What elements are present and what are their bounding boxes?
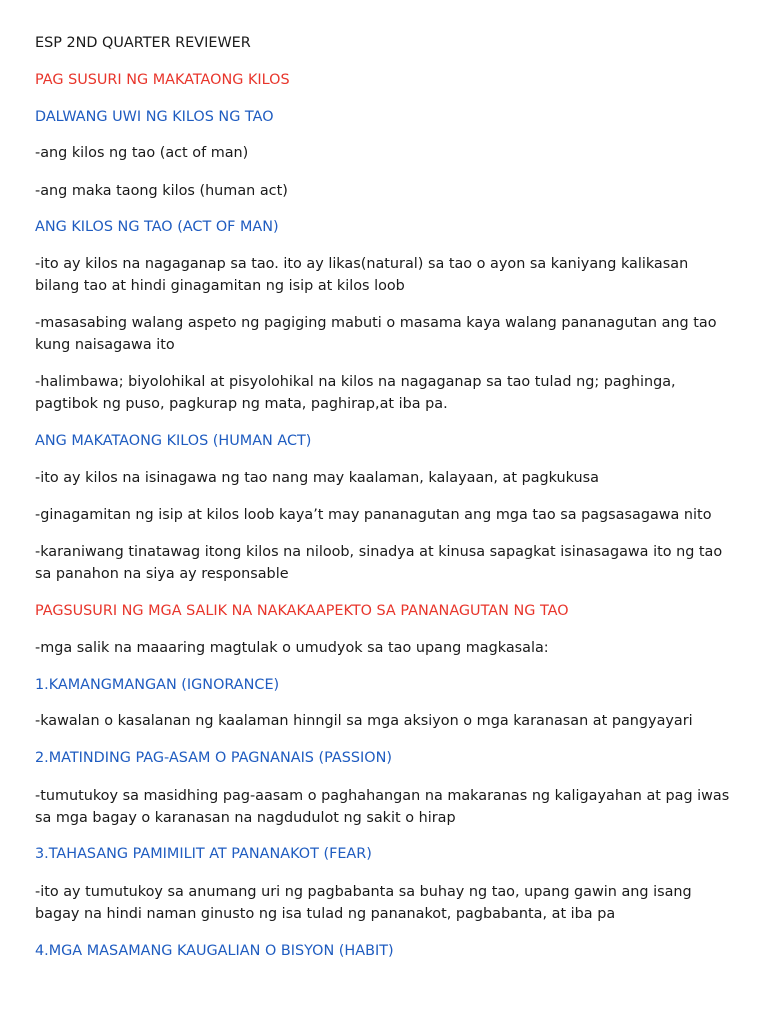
section-heading: PAG SUSURI NG MAKATAONG KILOS	[35, 72, 290, 88]
subsection-heading: 1.KAMANGMANGAN (IGNORANCE)	[35, 677, 280, 693]
subsection-heading: DALWANG UWI NG KILOS NG TAO	[35, 109, 274, 125]
paragraph: -karaniwang tinatawag itong kilos na niloob, sinadya at kinusa sapagkat isinasagawa ito ng tao sa panahon na siya ay responsable	[35, 544, 723, 582]
subsection-heading: 2.MATINDING PAG-ASAM O PAGNANAIS (PASSION)	[35, 750, 392, 766]
paragraph: -mga salik na maaaring magtulak o umudyok sa tao upang magkasala:	[35, 640, 549, 656]
section-heading: PAGSUSURI NG MGA SALIK NA NAKAKAAPEKTO SA PANANAGUTAN NG TAO	[35, 603, 569, 619]
subsection-heading: 4.MGA MASAMANG KAUGALIAN O BISYON (HABIT)	[35, 943, 394, 959]
paragraph: -kawalan o kasalanan ng kaalaman hinngil sa mga aksiyon o mga karanasan at pangyayari	[35, 713, 693, 729]
paragraph: -ang kilos ng tao (act of man)	[35, 145, 249, 161]
subsection-heading: 3.TAHASANG PAMIMILIT AT PANANAKOT (FEAR)	[35, 846, 372, 862]
subsection-heading: ANG MAKATAONG KILOS (HUMAN ACT)	[35, 433, 312, 449]
paragraph: -ito ay kilos na nagaganap sa tao. ito ay likas(natural) sa tao o ayon sa kaniyang kalikasan bilang tao at hindi ginagamitan ng isip at kilos loob	[35, 256, 689, 294]
paragraph: -ginagamitan ng isip at kilos loob kaya’t may pananagutan ang mga tao sa pagsasagawa nito	[35, 507, 712, 523]
subsection-heading: ANG KILOS NG TAO (ACT OF MAN)	[35, 219, 279, 235]
paragraph: -ito ay tumutukoy sa anumang uri ng pagbabanta sa buhay ng tao, upang gawin ang isang bagay na hindi naman ginusto ng isa tulad ng pananakot, pagbabanta, at iba pa	[35, 884, 692, 922]
paragraph: -masasabing walang aspeto ng pagiging mabuti o masama kaya walang pananagutan ang tao kung naisagawa ito	[35, 315, 717, 353]
paragraph: -ang maka taong kilos (human act)	[35, 183, 288, 199]
paragraph: -halimbawa; biyolohikal at pisyolohikal na kilos na nagaganap sa tao tulad ng; paghinga, pagtibok ng puso, pagkurap ng mata, paghirap,at iba pa.	[35, 374, 676, 412]
document-title: ESP 2ND QUARTER REVIEWER	[35, 35, 251, 51]
paragraph: -ito ay kilos na isinagawa ng tao nang may kaalaman, kalayaan, at pagkukusa	[35, 470, 599, 486]
paragraph: -tumutukoy sa masidhing pag-aasam o paghahangan na makaranas ng kaligayahan at pag iwas sa mga bagay o karanasan na nagdudulot ng sakit o hirap	[35, 788, 730, 826]
